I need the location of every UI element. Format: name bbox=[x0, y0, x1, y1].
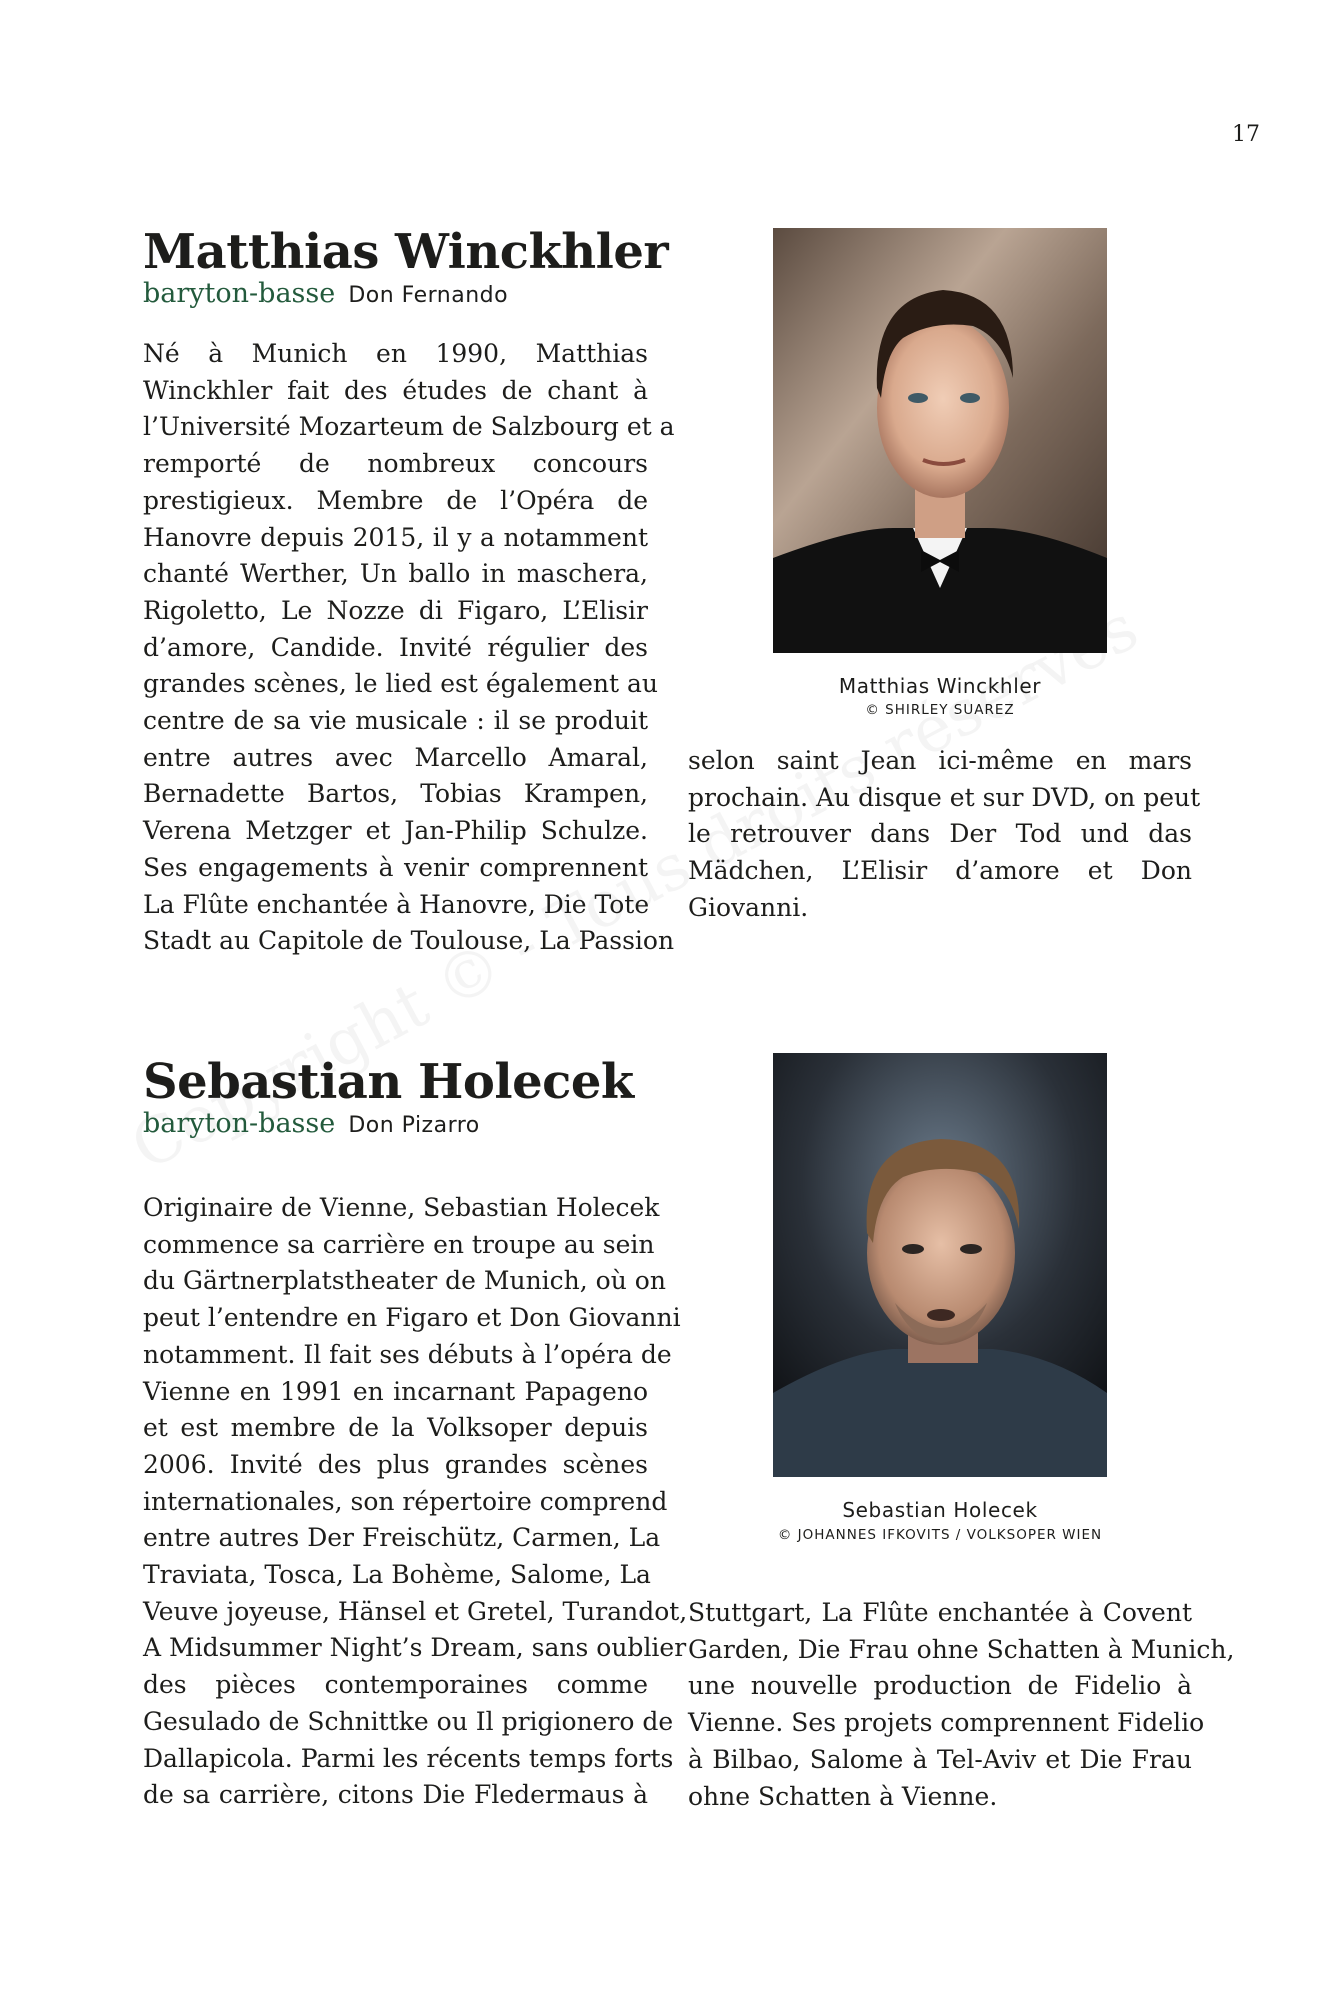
bio-line: grandes scènes, le lied est également au bbox=[143, 669, 658, 699]
bio-line: A Midsummer Night’s Dream, sans oublier bbox=[143, 1633, 687, 1663]
bio-line: prochain. Au disque et sur DVD, on peut bbox=[688, 782, 1201, 812]
bio-line: entre autres Der Freischütz, Carmen, La bbox=[143, 1523, 661, 1553]
bio-line: Né à Munich en 1990, Matthias bbox=[143, 339, 648, 368]
bio-line: Stadt au Capitole de Toulouse, La Passion bbox=[143, 926, 675, 956]
bio-line: notamment. Il fait ses débuts à l’opéra de bbox=[143, 1339, 672, 1369]
bio-line: Stuttgart, La Flûte enchantée à Covent bbox=[688, 1598, 1192, 1627]
bio-line: Garden, Die Frau ohne Schatten à Munich, bbox=[688, 1634, 1235, 1664]
voice-type: baryton-basse bbox=[143, 278, 336, 309]
bio-line: Verena Metzger et Jan-Philip Schulze. bbox=[143, 816, 648, 846]
bio-line: Hanovre depuis 2015, il y a notamment bbox=[143, 522, 648, 552]
bio-line: La Flûte enchantée à Hanovre, Die Tote bbox=[143, 889, 650, 919]
photo-caption: Sebastian Holecek bbox=[842, 1498, 1038, 1522]
artist-name: Sebastian Holecek bbox=[143, 1054, 634, 1110]
bio-line: centre de sa vie musicale : il se produit bbox=[143, 706, 648, 736]
bio-line: chanté Werther, Un ballo in maschera, bbox=[143, 559, 648, 589]
bio-line: Vienne en 1991 en incarnant Papageno bbox=[143, 1376, 648, 1406]
bio-line: peut l’entendre en Figaro et Don Giovanni bbox=[143, 1303, 681, 1333]
bio-line: internationales, son répertoire comprend bbox=[143, 1486, 668, 1516]
bio-line: Originaire de Vienne, Sebastian Holecek bbox=[143, 1193, 660, 1222]
bio-line: Giovanni. bbox=[688, 892, 809, 922]
bio-line: et est membre de la Volksoper depuis bbox=[143, 1413, 648, 1443]
photo-credit: © JOHANNES IFKOVITS / VOLKSOPER WIEN bbox=[777, 1527, 1103, 1543]
bio-line: l’Université Mozarteum de Salzbourg et a bbox=[143, 412, 675, 442]
bio-line: entre autres avec Marcello Amaral, bbox=[143, 742, 648, 772]
bio-line: d’amore, Candide. Invité régulier des bbox=[143, 632, 648, 662]
bio-line: Vienne. Ses projets comprennent Fidelio bbox=[688, 1708, 1205, 1738]
voice-type: baryton-basse bbox=[143, 1108, 336, 1139]
bio-line: Mädchen, L’Elisir d’amore et Don bbox=[688, 856, 1192, 886]
artist-photo bbox=[773, 1053, 1107, 1477]
bio-line: Gesulado de Schnittke ou Il prigionero de bbox=[143, 1706, 674, 1736]
page-number: 17 bbox=[1232, 122, 1260, 147]
role-name: Don Fernando bbox=[348, 283, 509, 308]
artist-subtitle bbox=[143, 1110, 480, 1137]
bio-line: Rigoletto, Le Nozze di Figaro, L’Elisir bbox=[143, 595, 648, 625]
photo-caption: Matthias Winckhler bbox=[838, 674, 1042, 698]
bio-line: ohne Schatten à Vienne. bbox=[688, 1781, 998, 1811]
biography-right-column bbox=[688, 1595, 1235, 1815]
bio-line: commence sa carrière en troupe au sein bbox=[143, 1229, 655, 1259]
bio-line: remporté de nombreux concours bbox=[143, 449, 648, 479]
bio-line: Ses engagements à venir comprennent bbox=[143, 852, 648, 882]
photo-credit: © SHIRLEY SUAREZ bbox=[865, 702, 1015, 718]
bio-line: une nouvelle production de Fidelio à bbox=[688, 1671, 1192, 1701]
bio-line: prestigieux. Membre de l’Opéra de bbox=[143, 485, 648, 515]
bio-line: Bernadette Bartos, Tobias Krampen, bbox=[143, 779, 648, 809]
bio-line: 2006. Invité des plus grandes scènes bbox=[143, 1449, 648, 1479]
biography-left-column bbox=[143, 336, 675, 960]
bio-line: à Bilbao, Salome à Tel-Aviv et Die Frau bbox=[688, 1744, 1192, 1774]
bio-line: de sa carrière, citons Die Fledermaus à bbox=[143, 1780, 648, 1810]
bio-line: du Gärtnerplatstheater de Munich, où on bbox=[143, 1266, 666, 1296]
artist-photo bbox=[773, 228, 1107, 653]
bio-line: Winckhler fait des études de chant à bbox=[143, 375, 648, 405]
bio-line: Veuve joyeuse, Hänsel et Gretel, Turandot, bbox=[143, 1596, 688, 1626]
bio-line: des pièces contemporaines comme bbox=[143, 1670, 648, 1700]
bio-line: selon saint Jean ici-même en mars bbox=[688, 746, 1192, 775]
role-name: Don Pizarro bbox=[348, 1113, 480, 1138]
bio-line: le retrouver dans Der Tod und das bbox=[688, 819, 1192, 849]
artist-subtitle bbox=[143, 280, 508, 307]
artist-name: Matthias Winckhler bbox=[143, 224, 669, 280]
bio-line: Traviata, Tosca, La Bohème, Salome, La bbox=[143, 1560, 651, 1590]
biography-left-column bbox=[143, 1190, 688, 1814]
bio-line: Dallapicola. Parmi les récents temps forts bbox=[143, 1743, 674, 1773]
biography-right-column bbox=[688, 743, 1201, 927]
